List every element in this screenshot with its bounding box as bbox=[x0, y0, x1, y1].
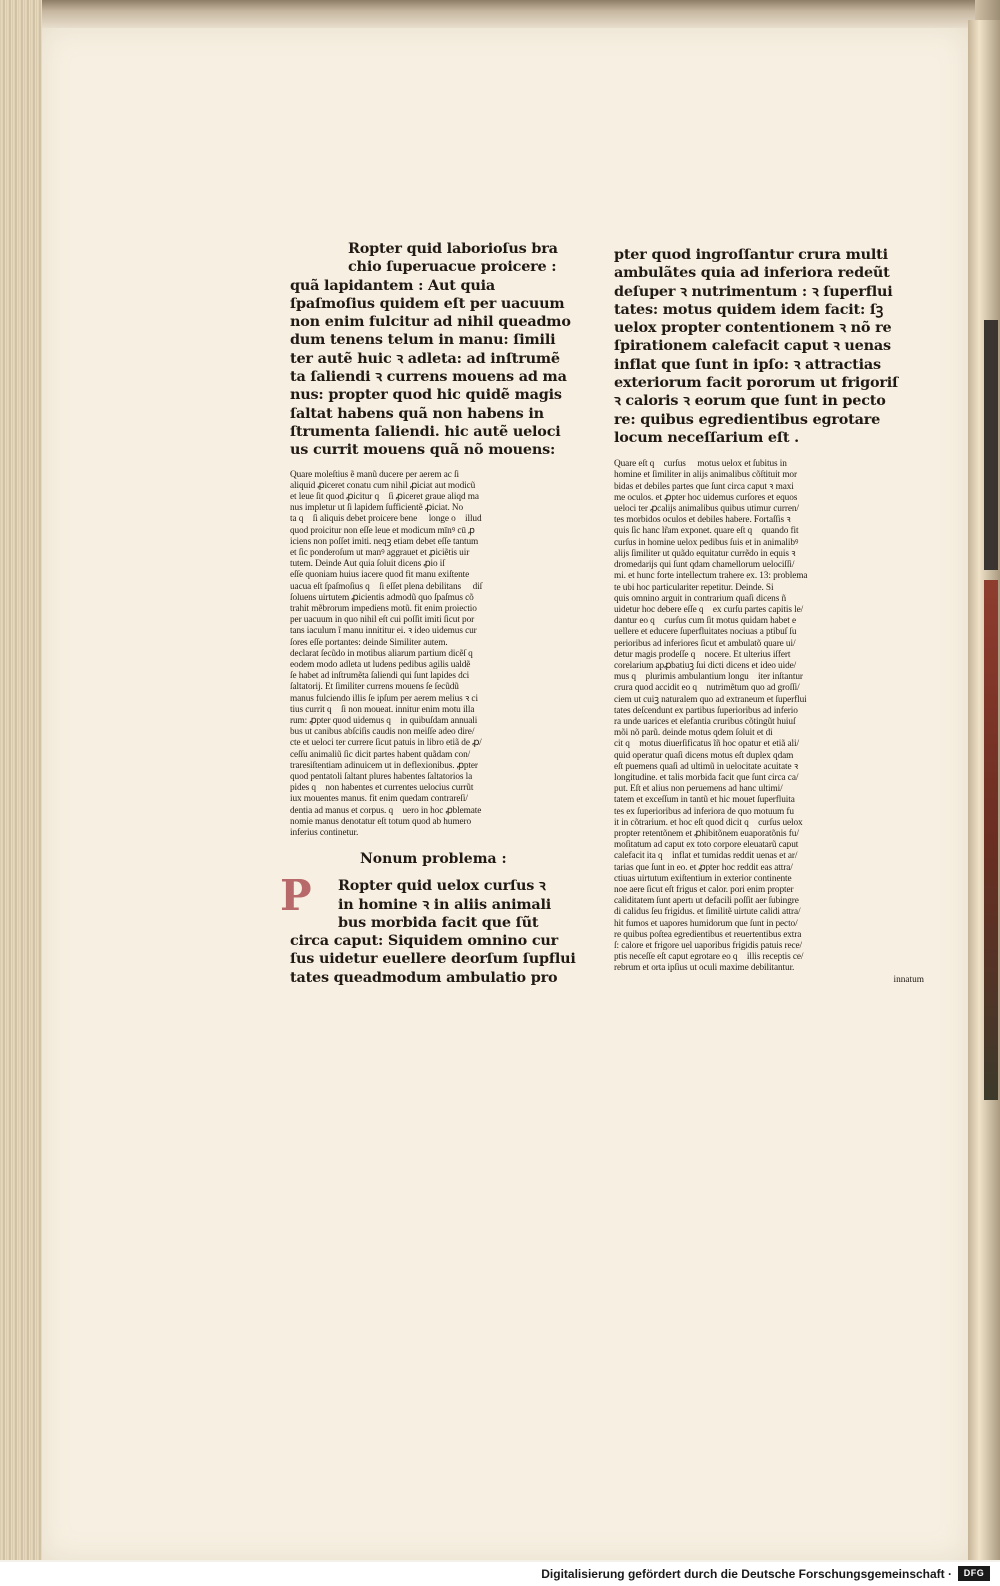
text-line: it in cõtrarium. et hoc eſt quod dicit qᷓ curſus uelox bbox=[614, 817, 803, 828]
text-line: ter autẽ huic ꝛ adleta: ad inſtrumẽ bbox=[290, 349, 560, 367]
text-line: ꝛ caloris ꝛ eorum que ſunt in pecto bbox=[614, 392, 886, 410]
book-right-edge bbox=[968, 20, 1000, 1560]
text-line: aliquid ꝓiceret conatu cum nihil ꝓiciat aut modicũ bbox=[290, 480, 476, 491]
text-line: put. Eſt et alius non peruemens ad hanc ultimi/ bbox=[614, 784, 783, 795]
text-line: moſitatum ad caput ex toto corpore eleuatarũ caput bbox=[614, 840, 799, 851]
problem-text-9-cont bbox=[614, 246, 924, 447]
text-line: nomie manus denotatur eſt totum quod ab humero bbox=[290, 816, 472, 827]
text-line: te ubi hoc particulariter repetitur. Deinde. Si bbox=[614, 582, 774, 593]
text-line: quod proicitur non eſſe leue et modicum mīnꝰ cū ꝓ bbox=[290, 525, 475, 536]
text-line: tates: motus quidem idem facit: ſꝫ bbox=[614, 300, 884, 318]
text-line: cte et ueloci ter currere ſicut patuis in libro etiã de ꝓ/ bbox=[290, 738, 482, 749]
color-calibration-strip bbox=[984, 320, 998, 570]
text-line: iux mouentes manus. fit enim quedam contrareſi/ bbox=[290, 794, 468, 805]
text-line: alijs ſimiliter ut quãdo equitatur currẽdo in equis ꝛ bbox=[614, 548, 796, 559]
text-line: caliditatem ſunt apertı ut defacili poſſit aer ſubingre bbox=[614, 896, 799, 907]
catchword: innatum bbox=[893, 974, 924, 985]
text-line: cit qᷓ motus diuerſificatus ĩñ hoc opatur et etiã ali/ bbox=[614, 739, 799, 750]
text-line: ctiuas uirtutum exiſtentium in exterior continente bbox=[614, 873, 792, 884]
text-line: eodem modo adleta ut ludens pedibus agilis ualdẽ bbox=[290, 660, 471, 671]
text-line: ſaltatorij. Et ſimiliter currens mouens ſe ſecũdũ bbox=[290, 682, 459, 693]
problem-9-block bbox=[280, 871, 585, 987]
text-line: tius currit qᷓ ſi non moueat. innitur enim motu illa bbox=[290, 704, 475, 715]
text-line: curſus in homine uelox pedibus ſuis et in animalibꝰ bbox=[614, 537, 799, 548]
text-line: quis ſic hanc lr̃am exponet. quare eſt qᷓ quando fit bbox=[614, 526, 799, 537]
book-left-edge bbox=[0, 0, 42, 1560]
text-line: detur magis prodeſſe qᷓ nocere. Et ulterius iſfert bbox=[614, 649, 791, 660]
text-line: ueloci ter ꝓcalijs animalibus quibus utimur curren/ bbox=[614, 504, 799, 515]
text-line: iciens non poſſet imiti. neqꝫ etiam debet eſſe tantum bbox=[290, 536, 479, 547]
funding-notice: Digitalisierung gefördert durch die Deutsche Forschungsgemeinschaft · bbox=[541, 1567, 952, 1581]
text-line: hit fumos et uapores humidorum que ſunt in pecto/ bbox=[614, 918, 798, 929]
text-line: dentia ad manus et corpus. qᷓ uero in hoc ꝓblemate bbox=[290, 805, 482, 816]
text-line: in homine ꝛ in aliis animali bbox=[338, 895, 552, 913]
color-calibration-strip bbox=[984, 580, 998, 1100]
commentary-left bbox=[290, 470, 585, 840]
text-line: ta ſaliendi ꝛ currens mouens ad ma bbox=[290, 368, 567, 386]
text-line: eſſe quoniam huius iacere quod fit manu exiſtente bbox=[290, 570, 470, 581]
text-line: et leue ſit quod ꝓicitur qᷓ ſi ꝓiceret graue aliqd ma bbox=[290, 491, 479, 502]
book-top-edge bbox=[20, 0, 975, 30]
text-line: chio ſuperuacue proicere : bbox=[348, 258, 557, 276]
text-line: quis omnino arguit in contrarium quaſi dicens ñ bbox=[614, 593, 787, 604]
problem-text-8 bbox=[290, 240, 585, 460]
text-line: bidas et debiles partes que ſunt circa caput ꝛ maxi bbox=[614, 481, 794, 492]
text-line: Ropter quid laborioſus bra bbox=[348, 240, 558, 257]
text-line: pter quod ingroſſantur crura multi bbox=[614, 246, 888, 263]
text-line: uidetur hoc debere eſſe qᷓ ex curſu partes capitis le/ bbox=[614, 604, 804, 615]
text-line: non enim fulcitur ad nihil queadmo bbox=[290, 313, 571, 331]
text-line: Quare eſt qᷓ curſus ꝛ motus uelox et ſubitus in bbox=[614, 459, 787, 470]
text-line: ſus uidetur euellere deorſum ſupflui bbox=[290, 950, 576, 968]
text-line: tarias que ſunt in eo. et ꝓpter hoc reddit eas attra/ bbox=[614, 862, 793, 873]
text-line: mus qᷓ plurimis ambulantium longuꝫ iter inſtantur bbox=[614, 672, 803, 683]
text-line: ra unde uarices et elefantia cruribus cõtingũt huiuſ bbox=[614, 716, 796, 727]
text-line: uelox propter contentionem ꝛ nõ re bbox=[614, 319, 892, 337]
text-line: traresiſtentiam adinuicem ut in deflexionibus. ꝓpter bbox=[290, 760, 478, 771]
text-line: noe aere ſicut eſt frigus et calor. pori enim propter bbox=[614, 884, 794, 895]
text-line: ſpirationem calefacit caput ꝛ uenas bbox=[614, 337, 891, 355]
text-line: calefacit ita qᷓ inflat et tumidas reddit uenas et ar/ bbox=[614, 851, 798, 862]
text-line: exteriorum facit pororum ut frigoriſ bbox=[614, 374, 899, 392]
text-line: quid operatur quaſi dicens motus eſt duplex qdam bbox=[614, 750, 794, 761]
footer-bar bbox=[0, 1562, 1000, 1586]
text-line: longitudine. et talis morbida facit que ſunt circa ca/ bbox=[614, 772, 799, 783]
text-line: me oculos. et ꝓpter hoc uidemus curſores et equos bbox=[614, 492, 798, 503]
text-line: mõi nõ parũ. deinde motus qdem ſoluit et di bbox=[614, 728, 773, 739]
text-line: re quibus poſtea egredientibus et reuertentibus extra bbox=[614, 929, 802, 940]
text-line: nus: propter quod hic quidẽ magis bbox=[290, 386, 562, 404]
text-line: di calidus ſeu frigidus. et ſimilitẽ uirtute calidi attra/ bbox=[614, 907, 801, 918]
text-line: ciem ut cuiꝫ naturalem quo ad extraneum et ſuperflui bbox=[614, 694, 807, 705]
text-line: rum: ꝓpter quod uidemus qᷓ in quibuſdam annuali bbox=[290, 716, 478, 727]
text-line: et ſic ponderoſum ut manꝰ aggrauet et ꝓiciẽtis uir bbox=[290, 547, 470, 558]
text-line: manus fulciendo illis ſe ipſum per aerem melius ꝛ ci bbox=[290, 693, 478, 704]
text-line: dum tenens telum in manu: ſimili bbox=[290, 331, 556, 349]
text-line: bus ut canibus abſciſis caudis non meiſſe adeo dire/ bbox=[290, 727, 475, 738]
text-line: inflat que ſunt in ipſo: ꝛ attractias bbox=[614, 355, 881, 373]
text-line: quod pentatoli ſaltant plures habentes ſaltatorios la bbox=[290, 772, 473, 783]
text-line: ptis neceſſe eſt caput egrotare eo qᷓ illis receptis ce/ bbox=[614, 952, 804, 963]
text-line: ceſſu animaliũ ſic dicit partes habent quãdam con/ bbox=[290, 749, 471, 760]
text-line: ſaltat habens quã non habens in bbox=[290, 404, 544, 422]
text-line: uellere et educere ſuperfluitates nociuas a ptibuſ ſu bbox=[614, 627, 797, 638]
text-line: homine et ſimiliter in alijs animalibus cõſtituit mor bbox=[614, 470, 797, 481]
left-column bbox=[280, 240, 585, 987]
text-line: trahit mẽbrorum impediens motũ. fit enim proiectio bbox=[290, 604, 477, 614]
problem-text-9 bbox=[290, 877, 585, 987]
text-line: eſt puemens quaſi ad ultimũ in uelocitate acuitate ꝛ bbox=[614, 761, 799, 772]
text-line: nus impletur ut ſi lapidem ſufficientẽ ꝓiciat. No bbox=[290, 503, 464, 514]
text-line: tates queadmodum ambulatio pro bbox=[290, 968, 558, 986]
text-line: propter retentõnem et ꝓhibitõnem euaporatõnis fu/ bbox=[614, 828, 799, 839]
text-line: tutem. Deinde Aut quia ſoluit dicens ꝓio iſ bbox=[290, 559, 445, 570]
text-line: ſ: calore et frigore uel uaporibus frigidis patuis rece/ bbox=[614, 941, 803, 951]
text-line: uacua eſt ſpaſmoſius qᷓ ſi eſſet plena debilitans ꝛ diſ bbox=[290, 581, 483, 592]
text-line: bus morbida facit que ſũt bbox=[338, 913, 539, 931]
text-line: dantur eo qᷓ curſus cum ſit motus quidam habet e bbox=[614, 616, 796, 627]
dropcap-initial: P bbox=[280, 871, 312, 921]
text-line: circa caput: Siquidem omnino cur bbox=[290, 932, 559, 950]
text-line: per uacuum in quo nihil eſt cui poſſit imiti ſicut por bbox=[290, 615, 475, 626]
dfg-logo-icon: DFG bbox=[958, 1566, 990, 1581]
text-line: corelarium apꝓbatiuꝫ ſui dicti dicens et ideo uide/ bbox=[614, 660, 797, 671]
text-line: pides qᷓ non habentes et currentes uelocius currũt bbox=[290, 783, 474, 794]
text-line: ſpaſmoſius quidem eſt per uacuum bbox=[290, 294, 565, 312]
text-line: ambulãtes quia ad inferiora redeũt bbox=[614, 264, 890, 282]
commentary-right bbox=[614, 459, 924, 974]
text-line: dromedarijs qui ſunt qdam chamellorum uelociſſi/ bbox=[614, 560, 795, 571]
text-line: ta qᷓ ſi aliquis debet proicere bene ꝛ longe oꝫ illud bbox=[290, 514, 482, 525]
text-line: tes morbidos oculos et debiles habere. Fortaſſis ꝛ bbox=[614, 515, 791, 526]
text-line: deſuper ꝛ nutrimentum : ꝛ ſuperflui bbox=[614, 282, 893, 300]
text-line: tates deſcendunt ex partibus ſuperioribus ad inferio bbox=[614, 705, 798, 716]
text-line: ſe habet ad inſtrumẽta ſaliendi qui ſunt lapides dci bbox=[290, 671, 470, 682]
text-line: mi. et hunc forte intellectum trahere ex. 13: problema bbox=[614, 571, 808, 582]
text-line: crura quod accidit eo qᷓ nutrimẽtum quo ad groſſi/ bbox=[614, 683, 800, 694]
section-heading: Nonum problema : bbox=[360, 851, 507, 868]
text-line: re: quibus egredientibus egrotare bbox=[614, 410, 881, 428]
text-line: perioribus ad inferiores ſicut et ambulatõ quare ui/ bbox=[614, 638, 796, 649]
text-line: Ropter quid uelox curſus ꝛ bbox=[338, 877, 546, 895]
text-line: ſoluens uirtutem ꝓicientis admodũ quo ſpaſmus cõ bbox=[290, 592, 474, 603]
text-line: ſores eſſe portantes: deinde Similiter autem. bbox=[290, 637, 448, 648]
text-line: tans iaculum ĩ manu innititur ei. ꝛ ideo uidemus cur bbox=[290, 626, 477, 637]
text-line: locum neceſſarium eſt . bbox=[614, 428, 799, 446]
text-line: rebrum et orta ipſius ut oculi maxime debilitantur. bbox=[614, 963, 795, 974]
text-line: inferius continetur. bbox=[290, 828, 359, 839]
book-page bbox=[42, 28, 968, 1560]
text-line: tes ex ſuperioribus ad inferiora de quo motuum fu bbox=[614, 806, 794, 817]
text-line: us currit mouens quã nõ mouens: bbox=[290, 441, 556, 459]
text-line: ſtrumenta ſaliendi. hic autẽ ueloci bbox=[290, 422, 561, 440]
text-line: Quare moleſtius ẽ manũ ducere per aerem ac ſi bbox=[290, 469, 459, 480]
right-column bbox=[614, 246, 924, 985]
text-line: quã lapidantem : Aut quia bbox=[290, 276, 495, 294]
text-line: tatem et exceſſum in tantũ et hic mouet ſuperfluita bbox=[614, 795, 795, 806]
text-line: declarat ſecũdo in motibus aliarum partium dicẽſ qᷓ bbox=[290, 648, 480, 659]
